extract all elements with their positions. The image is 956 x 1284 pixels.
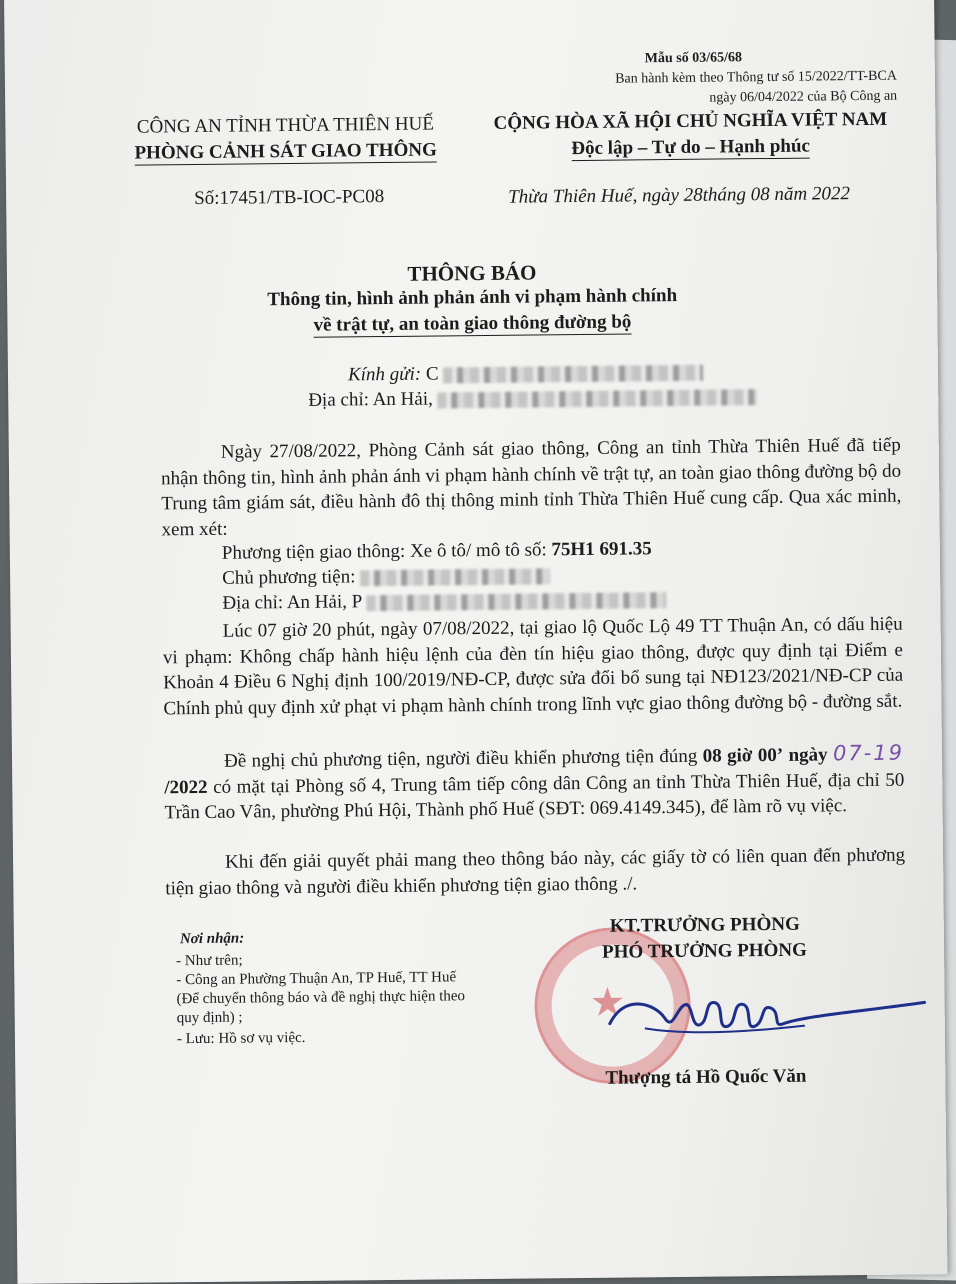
signer-role-1: KT.TRƯỞNG PHÒNG bbox=[609, 913, 800, 937]
to-prefix: C bbox=[425, 363, 439, 385]
owner-address-line: Địa chỉ: An Hải, P bbox=[222, 588, 666, 615]
paragraph-4: Khi đến giải quyết phải mang theo thông báo này, các giấy tờ có liên quan đến phương tiện giao thông và người điều khiển phương tiện giao thông ./. bbox=[165, 844, 906, 899]
doc-subtitle-2: về trật tự, an toàn giao thông đường bộ bbox=[313, 311, 632, 336]
signer-role-2: PHÓ TRƯỞNG PHÒNG bbox=[601, 939, 807, 963]
redacted-address bbox=[437, 389, 757, 408]
place-date: Thừa Thiên Huế, ngày 28tháng 08 năm 2022 bbox=[508, 183, 851, 208]
agency-line1: CÔNG AN TỈNH THỪA THIÊN HUẾ bbox=[136, 113, 435, 138]
recipients-label: Nơi nhận: bbox=[179, 930, 245, 948]
doc-number: Số:17451/TB-IOC-PC08 bbox=[194, 186, 385, 210]
form-issued: Ban hành kèm theo Thông tư số 15/2022/TT-BCA bbox=[615, 68, 897, 87]
redacted-name bbox=[443, 364, 703, 383]
motto: Độc lập – Tự do – Hạnh phúc bbox=[571, 135, 811, 160]
republic-title: CỘNG HÒA XÃ HỘI CHỦ NGHĨA VIỆT NAM bbox=[493, 108, 888, 134]
recipients-item-1: - Như trên; bbox=[176, 952, 243, 970]
paragraph-3: Đề nghị chủ phương tiện, người điều khiển phương tiện đúng 08 giờ 00’ ngày 07-19 /2022 có mặt tại Phòng số 4, Trung tâm tiếp công dân Công an tỉnh Thừa Thiên Huế, địa chỉ 50 Trần Cao Vân, phường Phú Hội, Thành phố Huế (SĐT: 069.4149.345), để làm rõ vụ việc. bbox=[164, 740, 905, 824]
doc-title: THÔNG BÁO bbox=[407, 260, 537, 286]
redacted-owner bbox=[360, 568, 550, 586]
recipients-item-3: (Để chuyển thông báo và đề nghị thực hiện theo bbox=[176, 988, 466, 1008]
to-label: Kính gửi: bbox=[347, 363, 422, 386]
agency-line2: PHÒNG CẢNH SÁT GIAO THÔNG bbox=[134, 139, 437, 164]
handwritten-date: 07-19 bbox=[832, 740, 905, 766]
signer-name: Thượng tá Hồ Quốc Văn bbox=[605, 1065, 807, 1089]
recipients-item-2: - Công an Phường Thuận An, TP Huế, TT Huế bbox=[176, 969, 457, 989]
recipients-item-4: quy định) ; bbox=[176, 1009, 243, 1027]
owner-line: Chủ phương tiện: bbox=[222, 564, 550, 589]
red-seal-icon: ★ bbox=[534, 927, 692, 1085]
redacted-owner-address bbox=[366, 592, 666, 611]
form-date: ngày 06/04/2022 của Bộ Công an bbox=[709, 88, 898, 106]
paragraph-2: Lúc 07 giờ 20 phút, ngày 07/08/2022, tại giao lộ Quốc Lộ 49 TT Thuận An, có dấu hiệu vi phạm: Không chấp hành hiệu lệnh của đèn tín hiệu giao thông, được quy định tại Điểm e Khoản 4 Điều 6 Nghị định 100/2019/NĐ-CP, được sửa đổi bổ sung tại NĐ123/2021/NĐ-CP của Chính phủ quy định xử phạt vi phạm hành chính trong lĩnh vực giao thông đường bộ - đường sắt. bbox=[162, 613, 904, 720]
plate-number: 75H1 691.35 bbox=[551, 538, 652, 561]
signature-icon bbox=[604, 980, 935, 1053]
paragraph-1: Ngày 27/08/2022, Phòng Cảnh sát giao thông, Công an tỉnh Thừa Thiên Huế đã tiếp nhận thông tin, hình ảnh phản ánh vi phạm hành chính về trật tự, an toàn giao thông đường bộ do Trung tâm giám sát, điều hành đô thị thông minh tỉnh Thừa Thiên Huế cung cấp. Qua xác minh, xem xét: bbox=[160, 434, 902, 541]
recipients-item-5: - Lưu: Hồ sơ vụ việc. bbox=[176, 1029, 306, 1048]
doc-subtitle-1: Thông tin, hình ảnh phản ánh vi phạm hành chính bbox=[267, 284, 678, 311]
vehicle-line: Phương tiện giao thông: Xe ô tô/ mô tô số: 75H1 691.35 bbox=[221, 538, 652, 564]
recipient-line bbox=[348, 361, 704, 387]
form-number: Mẫu số 03/65/68 bbox=[644, 50, 743, 67]
recipient-address: Địa chỉ: An Hải, bbox=[308, 385, 757, 412]
document-page bbox=[4, 0, 947, 1284]
